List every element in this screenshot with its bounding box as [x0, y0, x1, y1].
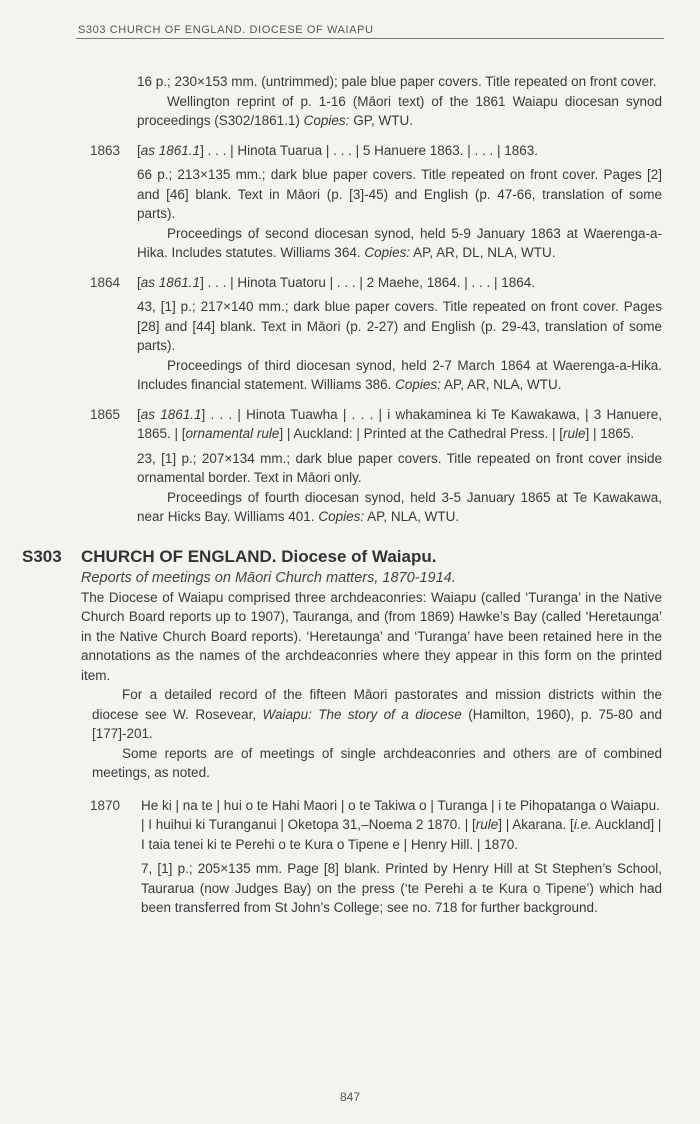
entry-year: 1870 [90, 797, 121, 813]
entry-title: He ki | na te | hui o te Hahi Maori | o te Takiwa o | Turanga | i te Pihopatanga o Waiapu. | I huihui ki Turanganui | Oketopa 31,–Noema 2 1870. | [rule] | Akarana. [i.e. Auckland] | I taia tenei ki te Perehi o te Kura o Tipene e | Henry Hill. | 1870. [141, 797, 662, 852]
section-number: S303 [22, 546, 62, 566]
entry-year: 1863 [90, 142, 121, 158]
entry-1865 [0, 405, 700, 527]
page-body [0, 72, 700, 918]
entry-1863 [0, 141, 700, 263]
entry-desc: 43, [1] p.; 217×140 mm.; dark blue paper covers. Title repeated on front cover. Pages [28] and [44] blank. Text in Māori (p. 2-27) and English (p. 29-43, translation of some parts). [137, 299, 662, 353]
header-rule [76, 38, 664, 39]
section-para: Some reports are of meetings of single archdeaconries and others are of combined meetings, as noted. [92, 745, 662, 780]
entry-title: [as 1861.1] . . . | Hinota Tuawha | . . . | i whakaminea ki Te Kawakawa, | 3 Hanuere, 1865. | [ornamental rule] | Auckland: | Printed at the Cathedral Press. | [rule] | 1865. [137, 406, 662, 441]
section-para: For a detailed record of the fifteen Māori pastorates and mission districts within the diocese see W. Rosevear, Waiapu: The story of a diocese (Hamilton, 1960), p. 75-80 and [177]-201. [92, 687, 662, 741]
entry-note: Proceedings of third diocesan synod, held 2-7 March 1864 at Waerenga-a-Hika. Includes financial statement. Williams 386. Copies: AP, AR, NLA, WTU. [137, 357, 662, 392]
entry-continuation [137, 72, 662, 131]
entry-1870 [0, 796, 700, 918]
entry-desc: 16 p.; 230×153 mm. (untrimmed); pale blue paper covers. Title repeated on front cover. [137, 74, 657, 89]
page-number: 847 [339, 1090, 361, 1104]
entry-title: [as 1861.1] . . . | Hinota Tuarua | . . . | 5 Hanuere 1863. | . . . | 1863. [137, 142, 539, 158]
entry-note: Wellington reprint of p. 1-16 (Māori text) of the 1861 Waiapu diocesan synod proceedings (S302/1861.1) Copies: GP, WTU. [137, 93, 662, 128]
entry-desc: 66 p.; 213×135 mm.; dark blue paper covers. Title repeated on front cover. Pages [2] and [46] blank. Text in Māori (p. [3]-45) and English (p. 47-66, translation of some parts). [137, 167, 662, 221]
entry-1864 [0, 273, 700, 395]
section-s303 [0, 546, 700, 783]
section-subtitle: Reports of meetings on Māori Church matters, 1870-1914. [81, 569, 456, 586]
running-head: S303 CHURCH OF ENGLAND. DIOCESE OF WAIAPU [78, 24, 374, 36]
entry-title: [as 1861.1] . . . | Hinota Tuatoru | . . . | 2 Maehe, 1864. | . . . | 1864. [137, 274, 536, 290]
entry-year: 1864 [90, 274, 121, 290]
entry-year: 1865 [90, 406, 121, 422]
section-title: CHURCH OF ENGLAND. Diocese of Waiapu. [81, 546, 437, 566]
section-intro: The Diocese of Waiapu comprised three archdeaconries: Waiapu (called ‘Turanga’ in the Native Church Board reports up to 1907), Tauranga, and (from 1869) Hawke’s Bay (called ‘Heretaunga’ in the Native Church Board reports). ‘Heretaunga’ and ‘Turanga’ have been retained here in the annotations as the names of the archdeaconries where they appear in this form on the printed item. [81, 589, 662, 683]
entry-note: Proceedings of second diocesan synod, held 5-9 January 1863 at Waerenga-a-Hika. Includes statutes. Williams 364. Copies: AP, AR, DL, NLA, WTU. [137, 225, 662, 260]
entry-desc: 7, [1] p.; 205×135 mm. Page [8] blank. Printed by Henry Hill at St Stephen’s School, Taurarua (now Judges Bay) on the press (‘te Perehi a te Kura o Tipene’) which had been transferred from St John’s College; see no. 718 for further background. [141, 861, 662, 915]
entry-note: Proceedings of fourth diocesan synod, held 3-5 January 1865 at Te Kawakawa, near Hicks Bay. Williams 401. Copies: AP, NLA, WTU. [137, 489, 662, 524]
entry-desc: 23, [1] p.; 207×134 mm.; dark blue paper covers. Title repeated on front cover inside ornamental border. Text in Māori only. [137, 450, 662, 485]
